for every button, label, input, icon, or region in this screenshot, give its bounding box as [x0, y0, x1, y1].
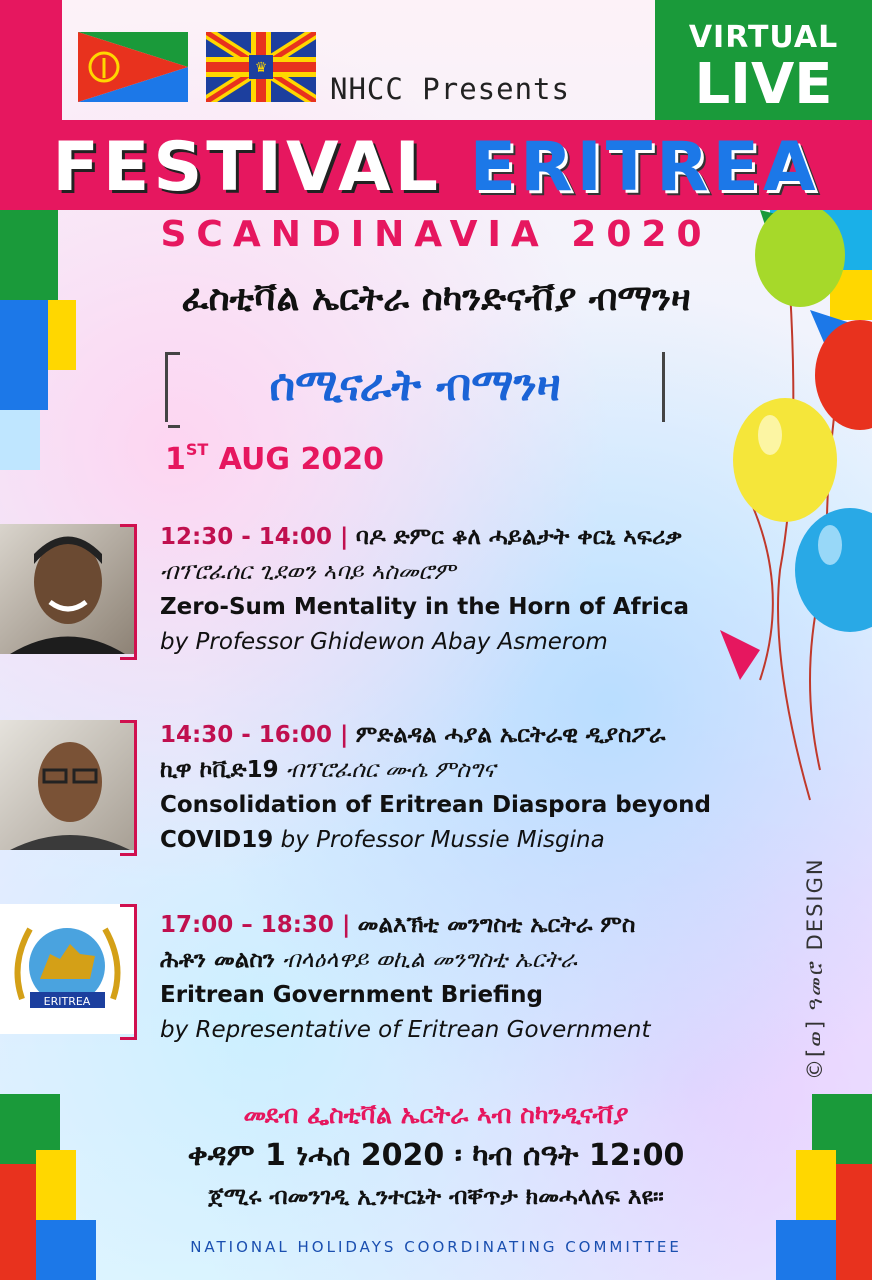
tigrinya-title: ፈስቲቫል ኤርትራ ስካንድናቭያ ብማንዛ	[181, 278, 691, 319]
block-red-bottom-right	[836, 1164, 872, 1280]
footer-program-title: መደብ ፌስቲቫል ኤርትራ ኣብ ስካንዲናቭያ	[243, 1100, 629, 1129]
session-1	[160, 520, 689, 660]
date-day: 1	[165, 442, 186, 477]
speaker-photo-ghidewon	[0, 524, 135, 654]
session-2-bracket	[120, 720, 137, 856]
session-3-topic-ti: መልእኽቲ መንግስቲ ኤርትራ ምስ	[357, 912, 636, 938]
session-3-bracket	[120, 904, 137, 1040]
session-3-topic-ti-2: ሕቶን መልስን	[160, 947, 275, 973]
footer-date-time: ቀዳም 1 ነሓሰ 2020 ፡ ካብ ሰዓት 12:00	[187, 1138, 685, 1173]
designer-credit: ©[ወ] ዓመሮ DESIGN	[803, 857, 827, 1080]
session-2-speaker-en: by Professor Mussie Misgina	[280, 827, 605, 853]
session-2	[160, 718, 711, 858]
block-red-bottom-left	[0, 1164, 36, 1280]
session-3-speaker-ti: ብላዕላዋይ ወኪል መንግስቲ ኤርትራ	[282, 947, 577, 973]
eritrea-flag-icon	[78, 32, 188, 102]
session-2-title-en: Consolidation of Eritrean Diaspora beyond	[160, 792, 711, 818]
emblem-label: ERITREA	[43, 995, 91, 1008]
session-2-topic-ti: ምድልዳል ሓያል ኤርትራዊ ዲያስፖራ	[355, 722, 666, 748]
session-1-time: 12:30 - 14:00 |	[160, 524, 349, 550]
block-lightblue-left	[0, 410, 40, 470]
session-1-bracket	[120, 524, 137, 660]
speaker-photo-mussie	[0, 720, 135, 850]
date-suffix: ST	[185, 440, 209, 459]
subtitle-scandinavia: SCANDINAVIA 2020	[160, 214, 712, 255]
session-2-time: 14:30 - 16:00 |	[160, 722, 349, 748]
live-label: LIVE	[694, 52, 833, 117]
session-1-speaker-en: by Professor Ghidewon Abay Asmerom	[160, 629, 608, 655]
seminar-frame	[165, 352, 665, 422]
session-2-title-en-2: COVID19	[160, 827, 274, 853]
session-3-title-en: Eritrean Government Briefing	[160, 982, 543, 1008]
session-3-speaker-en: by Representative of Eritrean Government	[160, 1017, 651, 1043]
session-2-speaker-ti: ብፕሮፈሰር ሙሴ ምስግና	[285, 757, 496, 783]
event-date	[165, 440, 384, 477]
session-1-title-en: Zero-Sum Mentality in the Horn of Africa	[160, 594, 690, 620]
presents-text: NHCC Presents	[330, 72, 570, 106]
scandinavia-union-flag-icon	[206, 32, 316, 102]
session-3	[160, 908, 650, 1048]
virtual-live-badge	[655, 0, 872, 120]
svg-text:♛: ♛	[254, 60, 268, 76]
session-2-topic-ti-2: ኪዋ ኮቪድ19	[160, 757, 279, 783]
eritrea-emblem	[0, 904, 135, 1034]
title-eritrea: ERITREA	[469, 128, 820, 207]
session-1-speaker-ti: ብፕሮፈሰር ጊደወን ኣባይ ኣስመሮም	[160, 559, 456, 585]
session-3-time: 17:00 – 18:30 |	[160, 912, 351, 938]
session-1-topic-ti: ባዶ ድምር ቆለ ሓይልታት ቀርኒ ኣፍሪቃ	[355, 524, 683, 550]
title-festival: FESTIVAL	[52, 128, 442, 207]
festival-title	[0, 128, 872, 207]
block-top-left	[0, 0, 62, 120]
footer-organizer: NATIONAL HOLIDAYS COORDINATING COMMITTEE	[190, 1238, 682, 1256]
footer-broadcast-note: ጀሚሩ ብመንገዲ ኢንተርኔት ብቐጥታ ክመሓላለፍ እዩ።	[208, 1184, 664, 1210]
date-rest: AUG 2020	[218, 442, 384, 477]
seminar-heading: ሰሚናራት ብማንዛ	[269, 360, 561, 411]
balloon-yellow	[733, 398, 837, 522]
virtual-label: VIRTUAL	[688, 20, 839, 55]
